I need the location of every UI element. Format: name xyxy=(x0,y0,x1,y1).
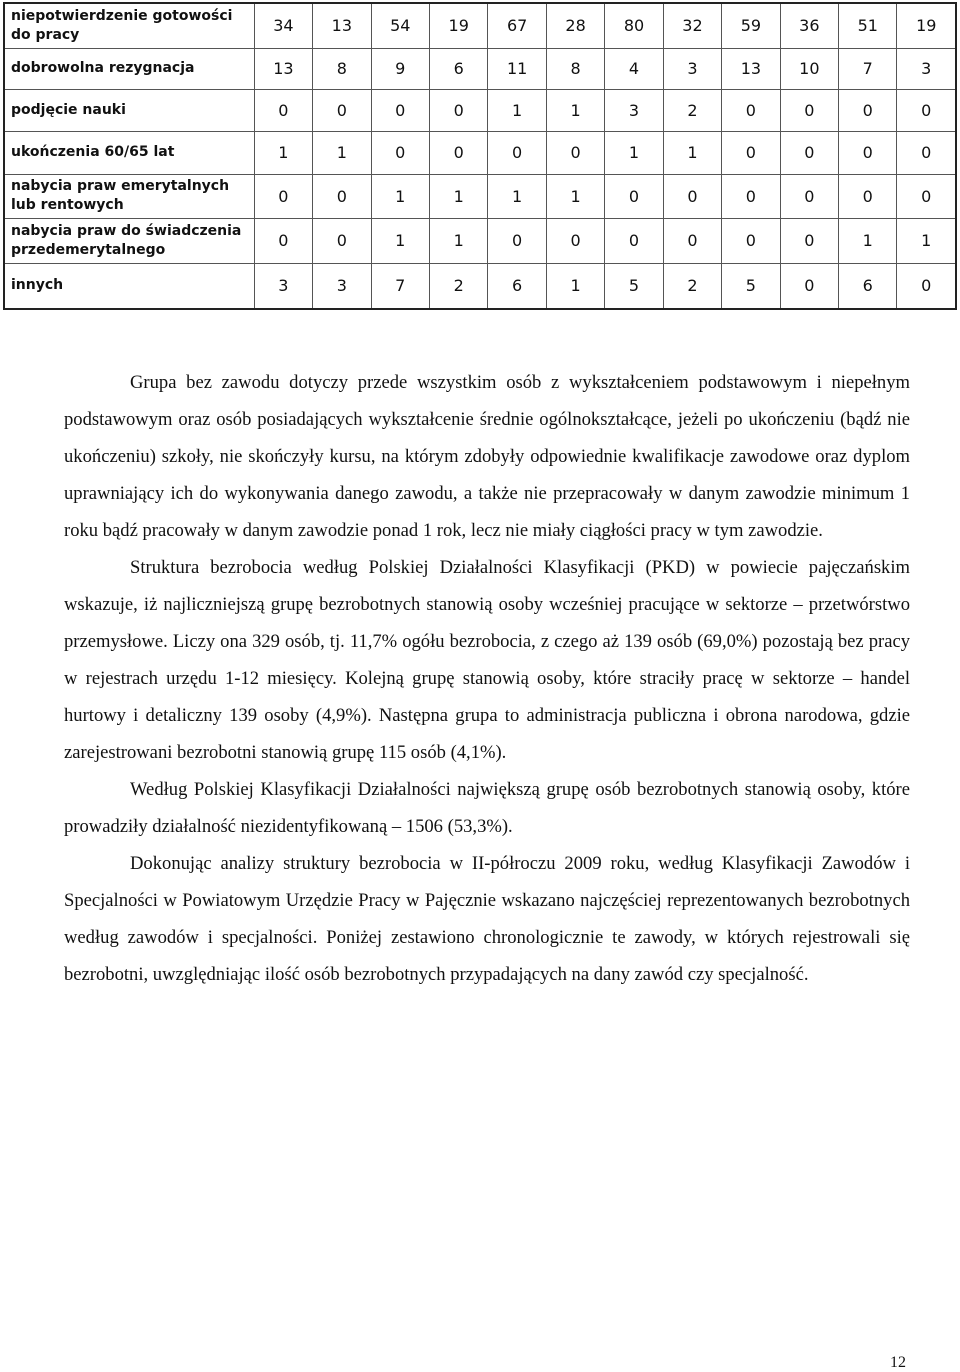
paragraph-occupation-analysis: Dokonując analizy struktury bezrobocia w II-półroczu 2009 roku, według Klasyfikacji Zawodów i Specjalności w Powiatowym Urzędzie Pracy w Pajęcznie wskazano najczęściej reprezentowanych bezrobotnych według zawodów i specjalności. Poniżej zestawiono chronologicznie te zawody, w których rejestrowali się bezrobotni, uwzględniając ilość osób bezrobotnych przypadających na dany zawód czy specjalność. xyxy=(64,853,910,985)
table-cell: 0 xyxy=(313,218,371,263)
table-cell: 0 xyxy=(780,263,838,309)
table-cell: 6 xyxy=(429,48,487,89)
table-cell: 0 xyxy=(313,89,371,131)
table-cell: 0 xyxy=(780,89,838,131)
table-cell: 0 xyxy=(488,131,546,174)
table-cell: 28 xyxy=(546,3,604,48)
table-cell: 0 xyxy=(546,218,604,263)
table-cell: 0 xyxy=(429,89,487,131)
table-cell: 6 xyxy=(839,263,897,309)
table-row xyxy=(4,3,956,48)
table-cell: 0 xyxy=(897,131,956,174)
table-cell: 1 xyxy=(371,218,429,263)
table-row xyxy=(4,263,956,309)
paragraph-pkd-structure: Struktura bezrobocia według Polskiej Działalności Klasyfikacji (PKD) w powiecie pajęczańskim wskazuje, iż najliczniejszą grupę bezrobotnych stanowią osoby wcześniej pracujące w sektorze – przetwórstwo przemysłowe. Liczy ona 329 osób, tj. 11,7% ogółu bezrobocia, z czego aż 139 osób (69,0%) pozostają bez pracy w rejestrach urzędu 1-12 miesięcy. Kolejną grupę stanowią osoby, które straciły pracę w sektorze – handel hurtowy i detaliczny 139 osoby (4,9%). Następna grupa to administracja publiczna i obrona narodowa, gdzie zarejestrowani bezrobotni stanowią grupę 115 osób (4,1%). xyxy=(64,557,910,763)
table-cell: 0 xyxy=(897,89,956,131)
table-cell: 1 xyxy=(313,131,371,174)
table-cell: 1 xyxy=(488,174,546,218)
table-cell: 0 xyxy=(722,218,780,263)
table-cell: 0 xyxy=(839,89,897,131)
table-cell: 1 xyxy=(429,174,487,218)
paragraph-pkd-largest-group: Według Polskiej Klasyfikacji Działalności największą grupę osób bezrobotnych stanowią osoby, które prowadziły działalność niezidentyfikowaną – 1506 (53,3%). xyxy=(64,779,910,837)
table-cell: 19 xyxy=(429,3,487,48)
table-cell: 0 xyxy=(780,174,838,218)
table-cell: 19 xyxy=(897,3,956,48)
table-cell: 3 xyxy=(605,89,663,131)
table-cell: 13 xyxy=(722,48,780,89)
table-cell: 6 xyxy=(488,263,546,309)
deregistration-reasons-table xyxy=(3,2,957,310)
paragraph-first-line: Grupa bez zawodu dotyczy przede wszystkim osób z wykształceniem podstawowym xyxy=(130,372,807,393)
table-row xyxy=(4,131,956,174)
table-cell: 2 xyxy=(663,89,721,131)
row-label: ukończenia 60/65 lat xyxy=(4,131,254,174)
table-cell: 1 xyxy=(546,263,604,309)
table-cell: 0 xyxy=(722,89,780,131)
table-cell: 1 xyxy=(897,218,956,263)
table-cell: 0 xyxy=(488,218,546,263)
table-cell: 34 xyxy=(254,3,312,48)
body-text xyxy=(64,364,910,993)
table-cell: 1 xyxy=(663,131,721,174)
table-cell: 0 xyxy=(371,89,429,131)
table-row xyxy=(4,48,956,89)
table-cell: 2 xyxy=(663,263,721,309)
table-cell: 2 xyxy=(429,263,487,309)
table-cell: 1 xyxy=(605,131,663,174)
table-cell: 3 xyxy=(313,263,371,309)
table-cell: 4 xyxy=(605,48,663,89)
table-cell: 0 xyxy=(839,174,897,218)
table-cell: 0 xyxy=(313,174,371,218)
table-body xyxy=(4,3,956,309)
row-label: innych xyxy=(4,263,254,309)
paragraph-continuation: i niepełnym podstawowym oraz osób posiadających wykształcenie średnie ogólnokształcące, jeżeli po ukończeniu (bądź nie ukończeniu) szkoły, nie skończyły kursu, na którym zdobyły odpowiednie kwalifikacje zawodowe oraz dyplom uprawniający ich do wykonywania danego zawodu, a także nie przepracowały w danym zawodzie minimum 1 roku bądź pracowały w danym zawodzie ponad 1 rok, lecz nie miały ciągłości pracy w tym zawodzie. xyxy=(64,372,910,541)
table-cell: 0 xyxy=(254,218,312,263)
row-label: niepotwierdzenie gotowości do pracy xyxy=(4,3,254,48)
table-cell: 13 xyxy=(313,3,371,48)
table-cell: 0 xyxy=(839,131,897,174)
table-cell: 36 xyxy=(780,3,838,48)
table-cell: 1 xyxy=(429,218,487,263)
table-row xyxy=(4,174,956,218)
paragraph-no-profession xyxy=(64,364,910,549)
table-cell: 32 xyxy=(663,3,721,48)
table-cell: 10 xyxy=(780,48,838,89)
table-cell: 67 xyxy=(488,3,546,48)
table-cell: 0 xyxy=(663,174,721,218)
table-cell: 0 xyxy=(546,131,604,174)
table-cell: 7 xyxy=(371,263,429,309)
table-cell: 13 xyxy=(254,48,312,89)
table-cell: 0 xyxy=(254,174,312,218)
table-cell: 0 xyxy=(722,174,780,218)
table-cell: 0 xyxy=(663,218,721,263)
table-cell: 1 xyxy=(371,174,429,218)
table-cell: 3 xyxy=(254,263,312,309)
table-cell: 1 xyxy=(546,89,604,131)
table-cell: 3 xyxy=(663,48,721,89)
row-label: dobrowolna rezygnacja xyxy=(4,48,254,89)
table-cell: 8 xyxy=(313,48,371,89)
table-cell: 1 xyxy=(839,218,897,263)
table-cell: 7 xyxy=(839,48,897,89)
table-cell: 1 xyxy=(254,131,312,174)
table-cell: 5 xyxy=(722,263,780,309)
table-cell: 0 xyxy=(605,174,663,218)
table-cell: 0 xyxy=(897,263,956,309)
table-cell: 0 xyxy=(780,131,838,174)
table-cell: 59 xyxy=(722,3,780,48)
table-cell: 54 xyxy=(371,3,429,48)
row-label: nabycia praw emerytalnych lub rentowych xyxy=(4,174,254,218)
table-row xyxy=(4,218,956,263)
table-cell: 1 xyxy=(546,174,604,218)
table-cell: 1 xyxy=(488,89,546,131)
table-cell: 0 xyxy=(780,218,838,263)
table-cell: 0 xyxy=(897,174,956,218)
table-cell: 0 xyxy=(605,218,663,263)
page-number: 12 xyxy=(890,1354,906,1371)
table-row xyxy=(4,89,956,131)
table-cell: 0 xyxy=(371,131,429,174)
row-label: podjęcie nauki xyxy=(4,89,254,131)
table-cell: 51 xyxy=(839,3,897,48)
table-cell: 0 xyxy=(254,89,312,131)
table-cell: 5 xyxy=(605,263,663,309)
table-cell: 0 xyxy=(429,131,487,174)
row-label: nabycia praw do świadczenia przedemerytalnego xyxy=(4,218,254,263)
table-cell: 11 xyxy=(488,48,546,89)
table-cell: 80 xyxy=(605,3,663,48)
table-cell: 8 xyxy=(546,48,604,89)
table-cell: 9 xyxy=(371,48,429,89)
table-cell: 0 xyxy=(722,131,780,174)
table-cell: 3 xyxy=(897,48,956,89)
